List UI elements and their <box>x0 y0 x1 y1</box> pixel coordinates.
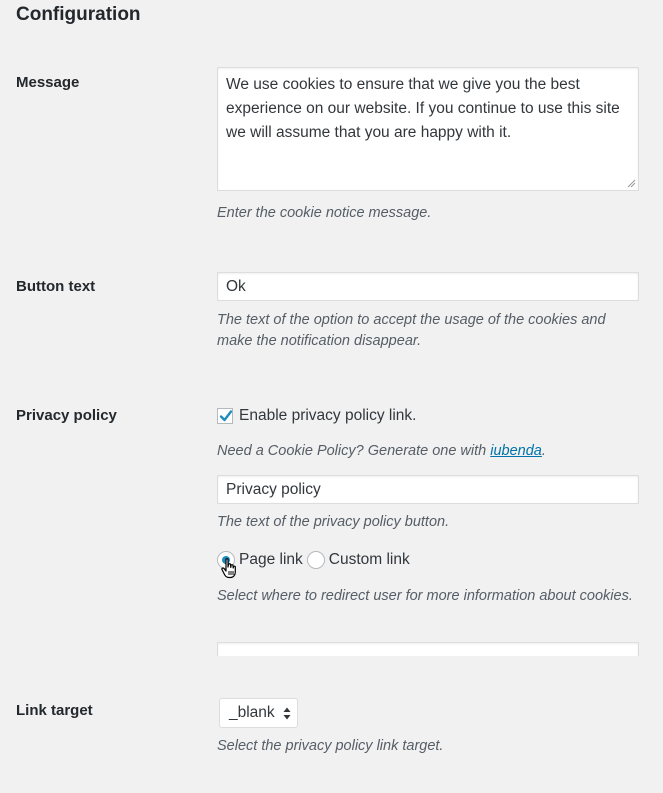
message-description: Enter the cookie notice message. <box>217 205 432 221</box>
message-textarea[interactable] <box>217 67 639 191</box>
iubenda-link[interactable]: iubenda <box>490 443 542 459</box>
privacy-policy-label: Privacy policy <box>16 407 117 424</box>
privacy-policy-text-value: Privacy policy <box>226 481 321 498</box>
cookie-policy-hint: Need a Cookie Policy? Generate one with iubenda. <box>217 443 546 459</box>
link-target-value: _blank <box>229 704 275 721</box>
resize-grip-icon[interactable] <box>627 179 636 188</box>
button-text-value: Ok <box>226 278 246 295</box>
hand-cursor-icon <box>220 557 240 581</box>
enable-privacy-link-checkbox[interactable] <box>217 408 233 424</box>
link-target-description: Select the privacy policy link target. <box>217 738 444 754</box>
button-text-description: The text of the option to accept the usage of the cookies and make the notification disappear. <box>217 312 606 349</box>
custom-link-radio[interactable] <box>307 551 325 569</box>
message-label: Message <box>16 74 80 91</box>
page-select-field[interactable] <box>217 642 639 656</box>
checkmark-icon <box>218 408 234 424</box>
button-text-input[interactable] <box>217 272 639 301</box>
message-text: We use cookies to ensure that we give you the best experience on our website. If you continue to use this site we will assume that you are happy with it. <box>226 76 620 141</box>
enable-privacy-link-label: Enable privacy policy link. <box>239 407 417 424</box>
section-title: Configuration <box>16 4 141 25</box>
page-link-label[interactable]: Page link <box>239 551 303 568</box>
select-arrows-icon <box>283 707 291 720</box>
link-target-select[interactable] <box>219 698 298 728</box>
custom-link-label[interactable]: Custom link <box>328 551 410 568</box>
link-target-label: Link target <box>16 702 93 719</box>
privacy-policy-text-description: The text of the privacy policy button. <box>217 514 450 530</box>
enable-privacy-link-row[interactable] <box>217 405 416 427</box>
button-text-label: Button text <box>16 278 96 295</box>
redirect-description: Select where to redirect user for more information about cookies. <box>217 588 633 604</box>
link-type-radio-group <box>217 549 414 571</box>
privacy-policy-text-input[interactable] <box>217 475 639 504</box>
